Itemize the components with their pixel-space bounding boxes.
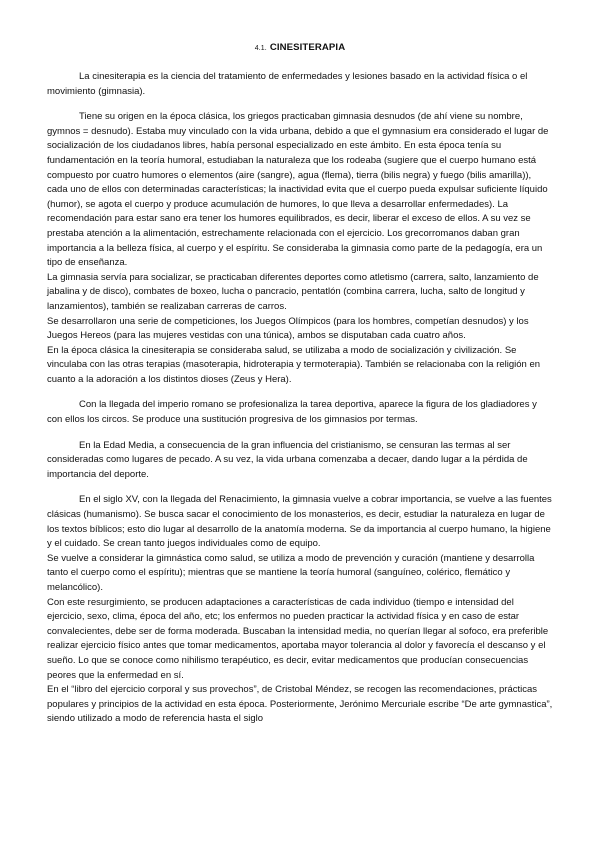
paragraph-definition: La cinesiterapia es la ciencia del tratamiento de enfermedades y lesiones basado en la actividad física o el movimiento (gimnasia). [47,71,528,97]
paragraph-renaissance: En el siglo XV, con la llegada del Renacimiento, la gimnasia vuelve a cobrar importancia, se vuelve a las fuentes clásicas (humanismo). Se busca sacar el conocimiento de los monasterios, es decir, estudiar la naturaleza en lugar de los textos bíblicos; esto dio lugar al desarrollo de la anatomía moderna. Se da importancia al cuerpo humano, la higiene y el cuidado. Se crean tanto juegos individuales como de equipo. [47,494,552,550]
document-body [47,70,553,727]
paragraph-gymnastics-sports: La gimnasia servía para socializar, se practicaban diferentes deportes como atletismo (carrera, salto, lanzamiento de jabalina y de disco), combates de boxeo, lucha o pancracio, pentatlón (combina carrera, lucha, salto de longitud y lanzamientos), también se realizaban carreras de carros. [47,271,539,312]
paragraph-greek-origin: Tiene su origen en la época clásica, los griegos practicaban gimnasia desnudos (de ahí viene su nombre, gymnos = desnudo). Estaba muy vinculado con la vida urbana, debido a que el gymnasium era considerado el lugar de socialización de los ciudadanos libres, había personal especializado en este ámbito. En esta época tenía su fundamentación en la teoría humoral, estudiaban la naturaleza que los rodeaba (sugiere que el cuerpo humano está compuesto por cuatro humores o elementos (aire (sangre), agua (flema), tierra (bilis negra) y fuego (bilis amarilla)), cada uno de ellos con determinadas características; la inactividad evita que el cuerpo pueda expulsar suficiente líquido (humor), se agota el cuerpo y produce acumulación de humores, lo que lleva a desarrollar enfermedades). La recomendación para estar sano era tener los humores equilibrados, es decir, liberar el exceso de ellos. A su vez se prestaba atención a la alimentación, estrechamente relacionada con el ejercicio. Los grecorromanos daban gran importancia a la belleza física, al cuerpo y el espíritu. Se consideraba la gimnasia como parte de la pedagogía, era un tipo de enseñanza. [47,111,549,269]
paragraph-competitions: Se desarrollaron una serie de competiciones, los Juegos Olímpicos (para los hombres, competían desnudos) y los Juegos Hereos (para las mujeres vestidas con una túnica), ambos se disputaban cada cuatro años. [47,315,529,342]
section-number: 4.1. [254,45,267,52]
paragraph-middle-ages: En la Edad Media, a consecuencia de la gran influencia del cristianismo, se censuran las termas al ser consideradas como lugares de pecado. A su vez, la vida urbana comenzaba a decaer, dando lugar a la pérdida de importancia del deporte. [47,439,528,480]
paragraph-health-prevention: Se vuelve a considerar la gimnástica como salud, se utiliza a modo de prevención y curación (mantiene y desarrolla tanto el cuerpo como el espíritu); mientras que se mantiene la teoría humoral (sanguíneo, colérico, flemático y melancólico). [47,552,535,593]
section-title: CINESITERAPIA [269,42,346,53]
paragraph-references: En el “libro del ejercicio corporal y sus provechos”, de Cristobal Méndez, se recogen las recomendaciones, prácticas populares y principios de la actividad en esta época. Posteriormente, Jerónimo Mercuriale escribe “De arte gymnastica”, siendo utilizado a modo de referencia hasta el siglo [47,684,553,725]
paragraph-roman-empire: Con la llegada del imperio romano se profesionaliza la tarea deportiva, aparece la figura de los gladiadores y con ellos los circos. Se produce una sustitución progresiva de los gimnasios por termas. [47,399,537,426]
paragraph-adaptations: Con este resurgimiento, se producen adaptaciones a características de cada individuo (tiempo e intensidad del ejercicio, sexo, clima, época del año, etc; los enfermos no pueden practicar la actividad física y en caso de estar convalecientes, debe ser de forma moderada. Buscaban la intensidad media, no querían llegar al sofoco, era preferible realizar ejercicio físico antes que tomar medicamentos, aportaba mayor tolerancia al dolor y favorecía el descanso y el sueño. Lo que se conoce como nihilismo terapéutico, es decir, evitar medicamentos que producían consecuencias peores que la enfermedad en sí. [47,596,549,681]
paragraph-classical-health: En la época clásica la cinesiterapia se consideraba salud, se utilizaba a modo de socialización y civilización. Se vinculaba con las otras terapias (masoterapia, hidroterapia y termoterapia). También se relacionaba con la religión en cuanto a la adoración a los distintos dioses (Zeus y Hera). [47,344,541,385]
section-heading [0,42,600,53]
